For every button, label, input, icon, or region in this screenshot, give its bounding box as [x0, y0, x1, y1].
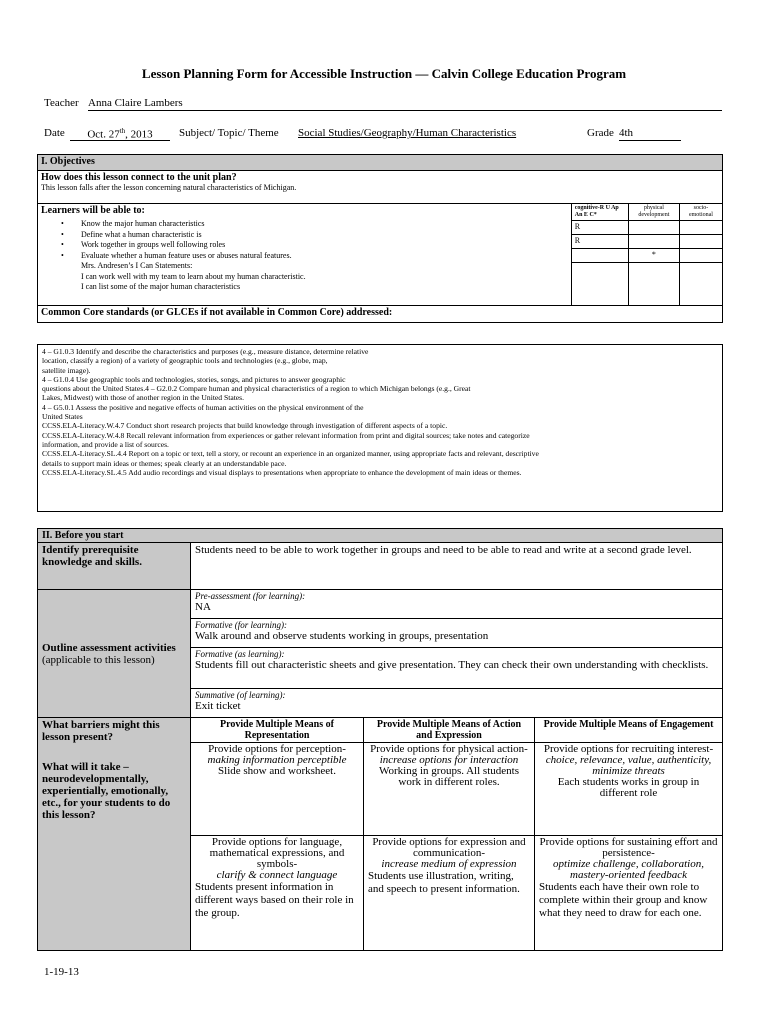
- cell-italic: increase options for interaction: [379, 754, 519, 766]
- common-core-standards: [37, 344, 723, 512]
- formative-label: Formative (for learning):: [195, 620, 287, 630]
- standard-line: CCSS.ELA-Literacy.W.4.7 Conduct short research projects that build knowledge through investigation of different aspects of a topic.: [42, 421, 448, 431]
- formative-text: Walk around and observe students working in groups, presentation: [195, 630, 489, 642]
- col-socio: socio-emotional: [679, 204, 722, 221]
- subject-label: Subject/ Topic/ Theme: [179, 127, 279, 139]
- col-action-expression: Provide Multiple Means of Action and Expression: [364, 718, 535, 743]
- barriers-cell: [38, 718, 191, 951]
- standard-line: Lakes, Midwest) with those of another region in the United States.: [42, 393, 245, 403]
- cell-italic: clarify & connect language: [216, 869, 338, 881]
- standard-line: United States: [42, 412, 83, 422]
- learners-cell: [38, 204, 572, 306]
- objectives-list: [41, 219, 568, 261]
- cognitive-cell: R: [571, 221, 628, 235]
- subject-value: Social Studies/Geography/Human Characteristics: [298, 127, 517, 139]
- cell-response: Students each have their own role to complete within their group and know what they need to draw for each one.: [539, 881, 708, 919]
- objectives-table: [37, 154, 723, 323]
- socio-cell: [679, 249, 722, 263]
- objectives-header: I. Objectives: [38, 155, 723, 171]
- date-year: , 2013: [125, 128, 153, 141]
- cognitive-cell: [571, 249, 628, 263]
- assessment-label: Outline assessment activities: [42, 641, 176, 654]
- what-it-takes-label: What will it take – neurodevelopmentally, experientially, emotionally, etc., for your students to do this lesson?: [42, 761, 171, 821]
- cell-text: Slide show and worksheet.: [218, 765, 336, 777]
- col-cognitive: cognitive-R U Ap An E C*: [571, 204, 628, 221]
- cell-italic: choice, relevance, value, authenticity, minimize threats: [545, 754, 712, 777]
- date-suffix: th: [119, 127, 126, 135]
- assessment-label-cell: [38, 590, 191, 718]
- statement-item: I can work well with my team to learn about my human characteristic.: [81, 271, 306, 281]
- action-physical-cell: [364, 743, 535, 836]
- standard-line: CCSS.ELA-Literacy.SL.4.4 Report on a topic or text, tell a story, or recount an experience in an organized manner, using appropriate facts and relevant, descriptive: [42, 449, 539, 459]
- cell-text: Provide options for sustaining effort and persistence-: [539, 836, 718, 859]
- engagement-effort-cell: [535, 836, 723, 951]
- page-title: Lesson Planning Form for Accessible Instruction — Calvin College Education Program: [141, 66, 627, 81]
- cell-italic: increase medium of expression: [381, 858, 517, 870]
- bullet-icon: •: [61, 219, 64, 228]
- footer-date: 1-19-13: [44, 966, 79, 978]
- bullet-icon: •: [61, 250, 64, 260]
- grade-value: 4th: [619, 127, 634, 139]
- date-label: Date: [44, 127, 65, 139]
- standard-line: 4 – G1.0.4 Use geographic tools and technologies, stories, songs, and pictures to answer geographic: [42, 374, 346, 384]
- cell-text: Provide options for physical action-: [370, 743, 528, 755]
- barriers-label: What barriers might this lesson present?: [42, 719, 160, 743]
- summative-cell: [191, 689, 723, 718]
- cell-response: Students present information in different ways based on their role in the group.: [195, 881, 354, 919]
- socio-cell: [679, 221, 722, 235]
- rep-language-cell: [191, 836, 364, 951]
- formative-as-label: Formative (as learning):: [195, 649, 285, 659]
- objective-text: Know the major human characteristics: [81, 219, 205, 228]
- list-item: [41, 240, 568, 251]
- common-core-label: Common Core standards (or GLCEs if not available in Common Core) addressed:: [38, 306, 723, 323]
- action-communication-cell: [364, 836, 535, 951]
- cell-text: Provide options for language, mathematical expressions, and symbols-: [209, 836, 345, 870]
- objective-text: Work together in groups well following roles: [81, 240, 226, 249]
- grade-label: Grade: [587, 127, 614, 139]
- summative-text: Exit ticket: [195, 700, 241, 712]
- bullet-icon: •: [61, 240, 64, 249]
- before-header: II. Before you start: [38, 529, 723, 543]
- teacher-name: Anna Claire Lambers: [88, 97, 183, 109]
- physical-cell: [628, 235, 679, 249]
- standard-line: 4 – G1.0.3 Identify and describe the characteristics and purposes (e.g., measure distance, determine relative: [42, 347, 369, 356]
- prereq-text: Students need to be able to work together in groups and need to be able to read and write at a second grade level.: [191, 543, 723, 590]
- prereq-label: Identify prerequisite knowledge and skills.: [38, 543, 191, 590]
- col-engagement: Provide Multiple Means of Engagement: [535, 718, 723, 743]
- standard-line: CCSS.ELA-Literacy.SL.4.5 Add audio recordings and visual displays to presentations when appropriate to enhance the development of main ideas or themes.: [42, 467, 522, 477]
- list-item: [41, 219, 568, 230]
- rep-perception-cell: [191, 743, 364, 836]
- pre-assessment-label: Pre-assessment (for learning):: [195, 591, 306, 601]
- cell-italic: optimize challenge, collaboration, mastery-oriented feedback: [553, 858, 704, 881]
- before-you-start-table: [37, 528, 723, 951]
- bullet-icon: •: [61, 229, 64, 239]
- learners-label: Learners will be able to:: [41, 205, 145, 216]
- standard-line: details to support main ideas or themes; speak clearly at an understandable pace.: [42, 458, 287, 468]
- summative-label: Summative (of learning):: [195, 690, 286, 700]
- standard-line: questions about the United States.4 – G2.0.2 Compare human and physical characteristics of a region to which Michigan belongs (e.g., Great: [42, 384, 471, 394]
- physical-cell: [628, 221, 679, 235]
- physical-cell: [628, 263, 679, 306]
- standard-line: location, classify a region) of a variety of geographic tools and technologies (e.g., globe, map,: [42, 356, 328, 366]
- formative-as-text: Students fill out characteristic sheets and give presentation. They can check their own understanding with checklists.: [195, 659, 709, 671]
- unit-connection-question: How does this lesson connect to the unit plan?: [41, 172, 237, 183]
- standard-line: information, and provide a list of sources.: [42, 439, 169, 449]
- cognitive-cell: [571, 263, 628, 306]
- list-item: [41, 251, 568, 262]
- teacher-label: Teacher: [44, 97, 79, 109]
- formative-cell: [191, 619, 723, 648]
- socio-cell: [679, 263, 722, 306]
- col-representation: Provide Multiple Means of Representation: [191, 718, 364, 743]
- cell-text: Provide options for recruiting interest-: [543, 743, 714, 755]
- i-can-statements: [41, 261, 568, 293]
- statement-item: I can list some of the major human characteristics: [81, 282, 241, 291]
- formative-as-cell: [191, 648, 723, 689]
- unit-connection-cell: [38, 171, 723, 204]
- date-value: Oct. 27: [87, 128, 120, 141]
- cell-italic: making information perceptible: [207, 754, 347, 766]
- cell-text: Working in groups. All students work in different roles.: [379, 765, 519, 788]
- objective-text: Define what a human characteristic is: [81, 229, 202, 239]
- pre-assessment-text: NA: [195, 601, 211, 613]
- physical-cell: *: [628, 249, 679, 263]
- unit-connection-answer: This lesson falls after the lesson concerning natural characteristics of Michigan.: [41, 183, 297, 192]
- date-field: [70, 127, 170, 141]
- standard-line: 4 – G5.0.1 Assess the positive and negative effects of human activities on the physical environment of the: [42, 402, 364, 412]
- assessment-sub: (applicable to this lesson): [42, 653, 155, 666]
- pre-assessment-cell: [191, 590, 723, 619]
- cell-text: Each students works in group in different role: [557, 776, 700, 799]
- grade-field: [619, 127, 681, 141]
- standard-line: satellite image).: [42, 365, 91, 375]
- statements-title: Mrs. Andresen’s I Can Statements:: [81, 261, 193, 270]
- engagement-interest-cell: [535, 743, 723, 836]
- list-item: [41, 230, 568, 241]
- standard-line: CCSS.ELA-Literacy.W.4.8 Recall relevant information from experiences or gather relevant information from print and digital sources; take notes and categorize: [42, 430, 530, 440]
- teacher-field: [88, 97, 722, 111]
- cognitive-cell: R: [571, 235, 628, 249]
- cell-text: Provide options for perception-: [208, 743, 346, 755]
- objective-text: Evaluate whether a human feature uses or abuses natural features.: [81, 250, 292, 260]
- col-physical: physical development: [628, 204, 679, 221]
- socio-cell: [679, 235, 722, 249]
- cell-text: Provide options for expression and communication-: [372, 836, 526, 859]
- cell-response: Students use illustration, writing, and speech to present information.: [368, 870, 520, 895]
